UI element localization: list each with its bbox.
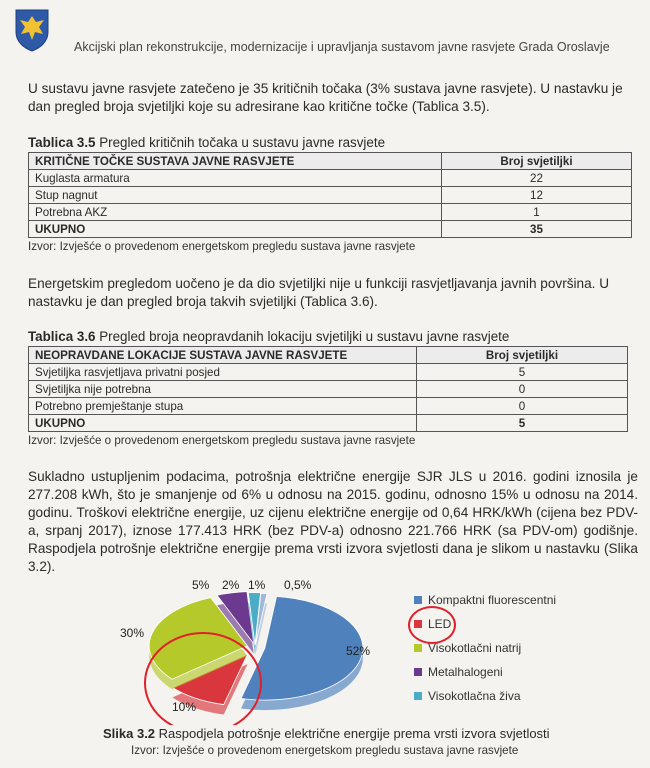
- pie-data-label: 0,5%: [284, 578, 312, 592]
- led-legend-highlight-circle: [408, 606, 456, 644]
- pie-data-label: 10%: [172, 700, 197, 714]
- column-header: NEOPRAVDANE LOKACIJE SUSTAVA JAVNE RASVJETE: [29, 347, 417, 364]
- table-3-5-caption-text: Pregled kritičnih točaka u sustavu javne rasvjete: [95, 135, 386, 150]
- total-label: UKUPNO: [29, 221, 442, 238]
- row-value: 22: [442, 170, 632, 187]
- legend-item: [414, 660, 556, 684]
- table-3-6: [28, 346, 628, 432]
- pie-data-label: 1%: [248, 578, 266, 592]
- total-label: UKUPNO: [29, 415, 417, 432]
- table-header-row: [29, 153, 632, 170]
- row-name: Svjetiljka nije potrebna: [29, 381, 417, 398]
- coat-of-arms-icon: [14, 8, 50, 52]
- row-name: Svjetiljka rasvjetljava privatni posjed: [29, 364, 417, 381]
- row-value: 5: [417, 364, 628, 381]
- row-name: Kuglasta armatura: [29, 170, 442, 187]
- table-row: [29, 170, 632, 187]
- table-header-row: [29, 347, 628, 364]
- pie-chart: [110, 575, 400, 725]
- table-3-6-caption-label: Tablica 3.6: [28, 329, 96, 344]
- legend-swatch-icon: [414, 644, 422, 652]
- legend-item: [414, 684, 556, 708]
- table-row: [29, 204, 632, 221]
- pie-data-label: 2%: [222, 578, 240, 592]
- table-row: [29, 398, 628, 415]
- paragraph-energy-consumption: Sukladno ustupljenim podacima, potrošnja električne energije SJR JLS u 2016. godini iznosila je 277.208 kWh, što je smanjenje od 6% u odnosu na 2015. godinu, odnosno 15% u odnosu na 2014. godinu. Troškovi električne energije, uz cijenu električne energije od 0,64 HRK/kWh (cijena bez PDV-a, srpanj 2017), iznose 177.413 HRK (bez PDV-a) odnosno 221.766 HRK (sa PDV-om) godišnje. Raspodjela potrošnje električne energije prema vrsti izvora svjetlosti dana je slikom u nastavku (Slika 3.2).: [28, 469, 638, 574]
- table-total-row: [29, 415, 628, 432]
- table-3-5-caption: [28, 135, 385, 150]
- legend-swatch-icon: [414, 668, 422, 676]
- table-row: [29, 364, 628, 381]
- pie-data-label: 52%: [346, 644, 371, 658]
- figure-caption: [103, 726, 550, 741]
- table-3-6-source: Izvor: Izvješće o provedenom energetskom pregledu sustava javne rasvjete: [28, 434, 416, 447]
- column-header: Broj svjetiljki: [442, 153, 632, 170]
- table-3-5-source: Izvor: Izvješće o provedenom energetskom pregledu sustava javne rasvjete: [28, 240, 416, 253]
- table-row: [29, 381, 628, 398]
- figure-source: Izvor: Izvješće o provedenom energetskom pregledu sustava javne rasvjete: [131, 744, 519, 757]
- table-3-6-caption-text: Pregled broja neopravdanih lokaciju svjetiljki u sustavu javne rasvjete: [95, 329, 510, 344]
- row-value: 0: [417, 398, 628, 415]
- row-name: Potrebno premještanje stupa: [29, 398, 417, 415]
- legend-label: Visokotlačni natrij: [428, 641, 522, 655]
- page-header-title: Akcijski plan rekonstrukcije, modernizacije i upravljanja sustavom javne rasvjete Grada Oroslavje: [74, 40, 610, 54]
- chart-legend: [414, 588, 556, 708]
- table-3-5: [28, 152, 632, 238]
- paragraph-unjustified-locations: Energetskim pregledom uočeno je da dio svjetiljki nije u funkciji rasvjetljavanja javnih površina. U nastavku je dan pregled broja takvih svjetiljki (Tablica 3.6).: [28, 276, 610, 309]
- figure-caption-label: Slika 3.2: [103, 726, 156, 741]
- table-3-5-caption-label: Tablica 3.5: [28, 135, 96, 150]
- table-row: [29, 187, 632, 204]
- row-value: 12: [442, 187, 632, 204]
- column-header: Broj svjetiljki: [417, 347, 628, 364]
- row-value: 1: [442, 204, 632, 221]
- legend-label: Metalhalogeni: [428, 665, 503, 679]
- legend-label: Kompaktni fluorescentni: [428, 593, 557, 607]
- pie-data-label: 5%: [192, 578, 210, 592]
- total-value: 35: [442, 221, 632, 238]
- legend-swatch-icon: [414, 596, 422, 604]
- pie-data-label: 30%: [120, 626, 145, 640]
- figure-caption-text: Raspodjela potrošnje električne energije prema vrsti izvora svjetlosti: [155, 726, 550, 741]
- row-name: Potrebna AKZ: [29, 204, 442, 221]
- row-value: 0: [417, 381, 628, 398]
- total-value: 5: [417, 415, 628, 432]
- legend-label: Visokotlačna živa: [428, 689, 521, 703]
- column-header: KRITIČNE TOČKE SUSTAVA JAVNE RASVJETE: [29, 153, 442, 170]
- paragraph-critical-points: U sustavu javne rasvjete zatečeno je 35 kritičnih točaka (3% sustava javne rasvjete). U nastavku je dan pregled broja svjetiljki koje su adresirane kao kritične točke (Tablica 3.5).: [28, 81, 623, 114]
- table-total-row: [29, 221, 632, 238]
- legend-label: LED: [428, 617, 452, 631]
- table-3-6-caption: [28, 329, 509, 344]
- row-name: Stup nagnut: [29, 187, 442, 204]
- legend-swatch-icon: [414, 692, 422, 700]
- legend-item-led: [414, 612, 556, 636]
